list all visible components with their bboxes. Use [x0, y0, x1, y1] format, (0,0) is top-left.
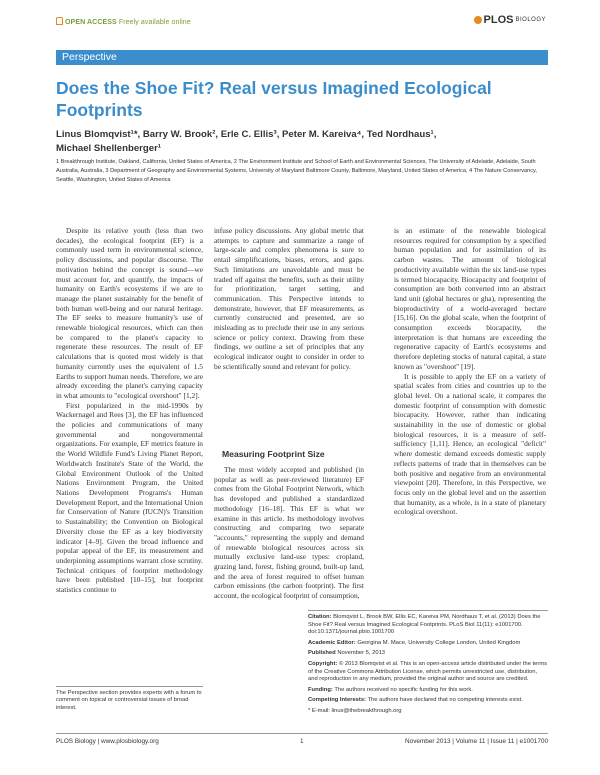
citation: Citation: Blomqvist L, Brook BW, Ellis EC, Kareiva PM, Nordhaus T, et al. (2013) Does the Shoe Fit? Real versus Imagined Ecological Footprints. PLoS Biol 11(11): e1001700. doi:10.1371/journal.pbio.1001700 — [308, 614, 541, 636]
open-access-text: OPEN ACCESS — [65, 19, 117, 26]
paragraph: is an estimate of the renewable biological resources required for consumption by a specified human population and for assimilation of its carbon wastes. The amount of biological productivity available within the six land-use types is termed biocapacity. Biocapacity and footprint of consumption are both converted into an abstract land unit (global hectares or gha), representing the bioproductivity of a world-averaged hectare [15,16]. On the global scale, when the footprint of consumption exceeds biocapacity, the interpretation is that humans are exceeding the regenerative capacity of Earth's ecosystems and therefore depleting stocks of natural capital, a state known as "overshoot" [19]. — [394, 226, 546, 371]
open-lock-icon — [56, 17, 63, 25]
paragraph: First popularized in the mid-1990s by Wackernagel and Rees [3], the EF has influenced the policies and communications of many governmental and nongovernmental organizations. For example, EF metrics feature in the World Wildlife Fund's Living Planet Report, Worldwatch Institute's State of the World, the Global Environment Outlook of the United Nations Environment Program, the United Nations Development Programs's Human Development Report, and the International Union for Conservation of Nature (IUCN)'s Transition to Sustainability; the Convention on Biological Diversity chose the EF as a key biodiversity indicator [4–9]. Given the broad influence and popular appeal of the EF, its measurement and underpinning assumptions warrant close scrutiny. Technical critiques of footprint methodology have been published [10–15], but footprint statistics continue to — [56, 400, 203, 595]
body-column-2 — [214, 226, 364, 372]
affiliations: 1 Breakthrough Institute, Oakland, California, United States of America, 2 The Environment Institute and School of Earth and Environmental Sciences, The University of Adelaide, Adelaide, South Australia, Australia, 3 Department of Geography and Environmental Systems, University of Maryland Baltimore County, Baltimore, Maryland, United States of America, 4 The Nature Conservancy, Seattle, Washington, United States of America — [56, 159, 537, 183]
published-date: Published November 5, 2013 — [308, 650, 386, 657]
page-number: 1 — [300, 738, 304, 745]
authors-line-1: Linus Blomqvist¹*, Barry W. Brook², Erle C. Ellis³, Peter M. Kareiva⁴, Ted Nordhaus¹, — [56, 129, 437, 140]
academic-editor: Academic Editor: Georgina M. Mace, University College London, United Kingdom — [308, 639, 521, 646]
section-band — [56, 50, 548, 65]
paragraph: infuse policy discussions. Any global metric that attempts to capture and summarize a range of large-scale and complex phenomena is sure to entail simplifications, biases, errors, and gaps. Such limitations are unavoidable and must be traded off against the benefits, such as their utility for prioritization, target setting, and communication. This Perspective intends to demonstrate, however, that EF measurements, as currently constructed and presented, are so misleading as to preclude their use in any serious science or policy context. Drawing from these findings, we outline a set of principles that any ecological indicator ought to consider in order to be scientifically sound and relevant for policy. — [214, 226, 364, 371]
body-column-3 — [394, 226, 546, 517]
authors-line-2: Michael Shellenberger¹ — [56, 143, 162, 154]
body-column-2-continued — [214, 465, 364, 601]
competing-interests: Competing Interests: The authors have declared that no competing interests exist. — [308, 697, 523, 704]
publisher-name: PLOS — [483, 14, 514, 26]
section-label: Perspective — [62, 51, 117, 63]
divider — [56, 686, 203, 687]
paragraph: It is possible to apply the EF on a variety of spatial scales from cities and countries up to the global level. On a national scale, it compares the domestic footprint of consumption with domestic biocapacity. However, rather than indicating sustainability in the use of domestic or global biological resources, it is a measure of self-sufficiency [1,11]. Hence, an ecological "deficit" where domestic demand exceeds domestic supply reflects patterns of trade that in themselves can be both positive and negative from an environmental viewpoint [20]. Therefore, in this Perspective, we focus only on the global level and on the assertion that humanity, as a whole, is in a state of planetary ecological overshoot. — [394, 371, 546, 517]
freely-available-text: Freely available online — [118, 19, 191, 26]
corresponding-email[interactable]: * E-mail: linus@thebreakthrough.org — [308, 707, 402, 714]
perspective-note: The Perspective section provides experts with a forum to comment on topical or controversial issues of broad interest. — [56, 690, 202, 711]
paragraph: Despite its relative youth (less than two decades), the ecological footprint (EF) is a commonly used term in environmental science, policy discussions, and popular discourse. The motivation behind the concept is sound—we must account for, and quantify, the impacts of humanity on Earth's ecosystems if we are to manage the planet sustainably for the benefit of both human well-being and our natural heritage. The EF seeks to measure humanity's use of renewable biological resources, which can then be compared to the planet's capacity to regenerate these resources. The result of EF calculations that is quoted most widely is that humanity currently uses the equivalent of 1.5 Earths to support human needs. Therefore, we are already exceeding the planet's carrying capacity in what amounts to "ecological overshoot" [1,2]. — [56, 226, 204, 400]
open-access-label — [56, 17, 191, 26]
section-heading: Measuring Footprint Size — [222, 449, 325, 459]
body-column-1 — [56, 226, 203, 595]
footer-issue: November 2013 | Volume 11 | Issue 11 | e1001700 — [405, 738, 548, 745]
plos-logo-icon — [474, 16, 482, 24]
top-bar — [56, 14, 546, 30]
paragraph: The most widely accepted and published (in popular as well as peer-reviewed literature) EF comes from the Global Footprint Network, which has developed and published a standardized methodology [16–18]. This EF is what we examine in this article. Its methodology involves constructing and comparing two separate "accounts," representing the supply and demand of renewable biological resources across six mutually exclusive land-use types: cropland, grazing land, forest, fishing ground, built-up land, and the area of forest required to offset human carbon emissions (the carbon footprint). The first account, the ecological footprint of consumption, — [214, 465, 364, 601]
footer-journal: PLOS Biology | www.plosbiology.org — [56, 738, 159, 745]
divider — [308, 610, 548, 611]
plos-logo — [474, 14, 546, 26]
journal-tag: BIOLOGY — [515, 17, 546, 23]
copyright: Copyright: © 2013 Blomqvist et al. This is an open-access article distributed under the terms of the Creative Commons Attribution License, which permits unrestricted use, distribution, and reproduction in any medium, provided the original author and source are credited. — [308, 660, 548, 683]
author-list — [56, 128, 546, 156]
funding: Funding: The authors received no specific funding for this work. — [308, 686, 473, 693]
footer-divider — [56, 733, 548, 734]
article-title: Does the Shoe Fit? Real versus Imagined Ecological Footprints — [56, 78, 492, 120]
article-info — [308, 614, 548, 719]
